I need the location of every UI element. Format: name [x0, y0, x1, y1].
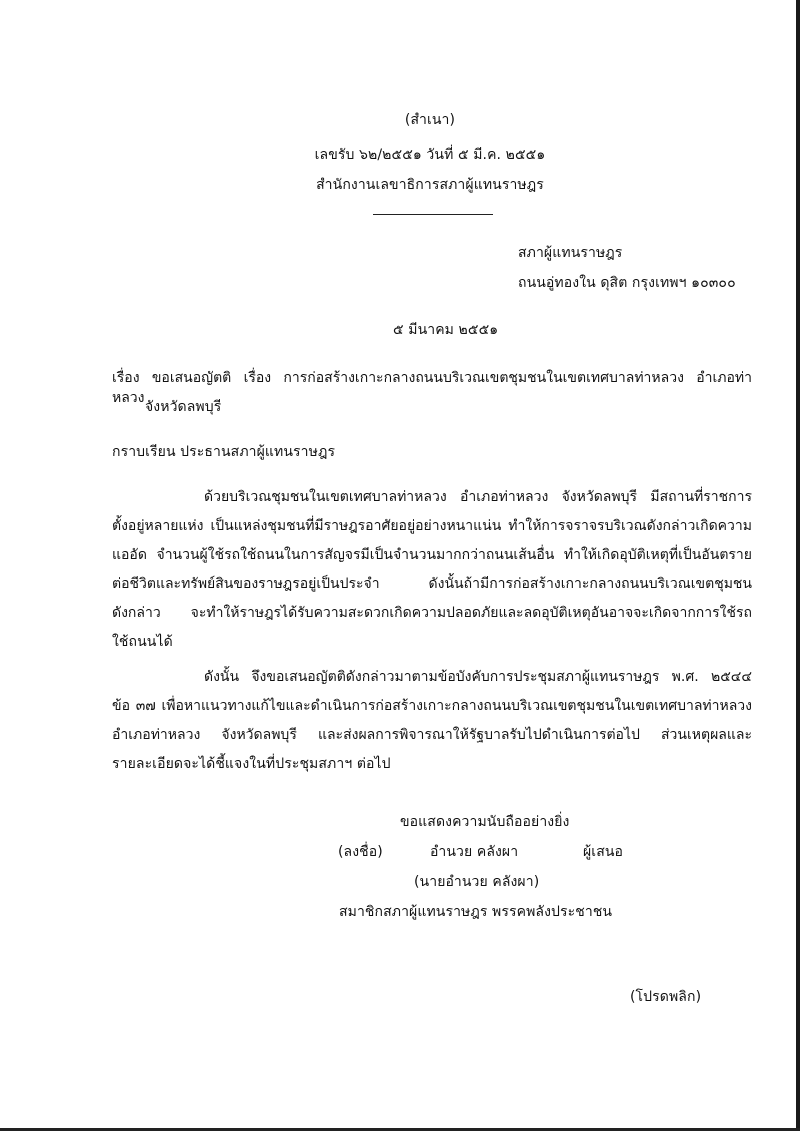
body-line: ดังกล่าว จะทำให้ราษฎรได้รับความสะดวกเกิดความปลอดภัยและลดอุบัติเหตุอันอาจจะเกิดจากการใช้รถ	[112, 605, 752, 621]
body-line: ด้วยบริเวณชุมชนในเขตเทศบาลท่าหลวง อำเภอท่าหลวง จังหวัดลพบุรี มีสถานที่ราชการ	[204, 489, 752, 505]
office-name: สำนักงานเลขาธิการสภาผู้แทนราษฎร	[316, 177, 544, 193]
body-line: ข้อ ๓๗ เพื่อหาแนวทางแก้ไขและดำเนินการก่อสร้างเกาะกลางถนนบริเวณเขตชุมชนในเขตเทศบาลท่าหลวง	[112, 698, 752, 714]
signer-full-name: (นายอำนวย คลังผา)	[414, 874, 540, 890]
receipt-number: เลขรับ ๖๒/๒๕๕๑ วันที่ ๕ มี.ค. ๒๕๕๑	[314, 147, 546, 163]
signer-role: ผู้เสนอ	[583, 844, 624, 860]
sign-label: (ลงชื่อ)	[338, 844, 383, 860]
signer-name: อำนวย คลังผา	[430, 844, 519, 860]
address-line-2: ถนนอู่ทองใน ดุสิต กรุงเทพฯ ๑๐๓๐๐	[518, 275, 736, 291]
closing-regards: ขอแสดงความนับถืออย่างยิ่ง	[400, 814, 570, 830]
header-divider	[373, 214, 493, 215]
body-line: รายละเอียดจะได้ชี้แจงในที่ประชุมสภาฯ ต่อไป	[112, 756, 391, 772]
address-line-1: สภาผู้แทนราษฎร	[518, 245, 623, 261]
body-line: แออัด จำนวนผู้ใช้รถใช้ถนนในการสัญจรมีเป็นจำนวนมากกว่าถนนเส้นอื่น ทำให้เกิดอุบัติเหตุที่เป็นอันตราย	[112, 547, 752, 563]
letter-date: ๕ มีนาคม ๒๕๕๑	[393, 322, 499, 338]
body-line: ต่อชีวิตและทรัพย์สินของราษฎรอยู่เป็นประจำ ดังนั้นถ้ามีการก่อสร้างเกาะกลางถนนบริเวณเขตชุมชน	[112, 576, 752, 592]
signer-position: สมาชิกสภาผู้แทนราษฎร พรรคพลังประชาชน	[339, 904, 613, 920]
turn-over-note: (โปรดพลิก)	[630, 989, 702, 1005]
body-line: ตั้งอยู่หลายแห่ง เป็นแหล่งชุมชนที่มีราษฎรอาศัยอยู่อย่างหนาแน่น ทำให้การจราจรบริเวณดังกล่าวเกิดความ	[112, 518, 752, 534]
subject-line-2: จังหวัดลพบุรี	[145, 399, 222, 415]
salutation: กราบเรียน ประธานสภาผู้แทนราษฎร	[112, 444, 336, 460]
body-line: อำเภอท่าหลวง จังหวัดลพบุรี และส่งผลการพิจารณาให้รัฐบาลรับไปดำเนินการต่อไป ส่วนเหตุผลและ	[112, 727, 752, 743]
subject-line-1: เรื่อง ขอเสนอญัตติ เรื่อง การก่อสร้างเกาะกลางถนนบริเวณเขตชุมชนในเขตเทศบาลท่าหลวง อำเภอท่าหลวง	[112, 370, 752, 406]
copy-label: (สำเนา)	[404, 112, 456, 128]
body-line: ดังนั้น จึงขอเสนอญัตติดังกล่าวมาตามข้อบังคับการประชุมสภาผู้แทนราษฎร พ.ศ. ๒๕๔๔	[204, 669, 752, 685]
scan-edge-right	[796, 0, 800, 1131]
body-line: ใช้ถนนได้	[112, 634, 173, 650]
